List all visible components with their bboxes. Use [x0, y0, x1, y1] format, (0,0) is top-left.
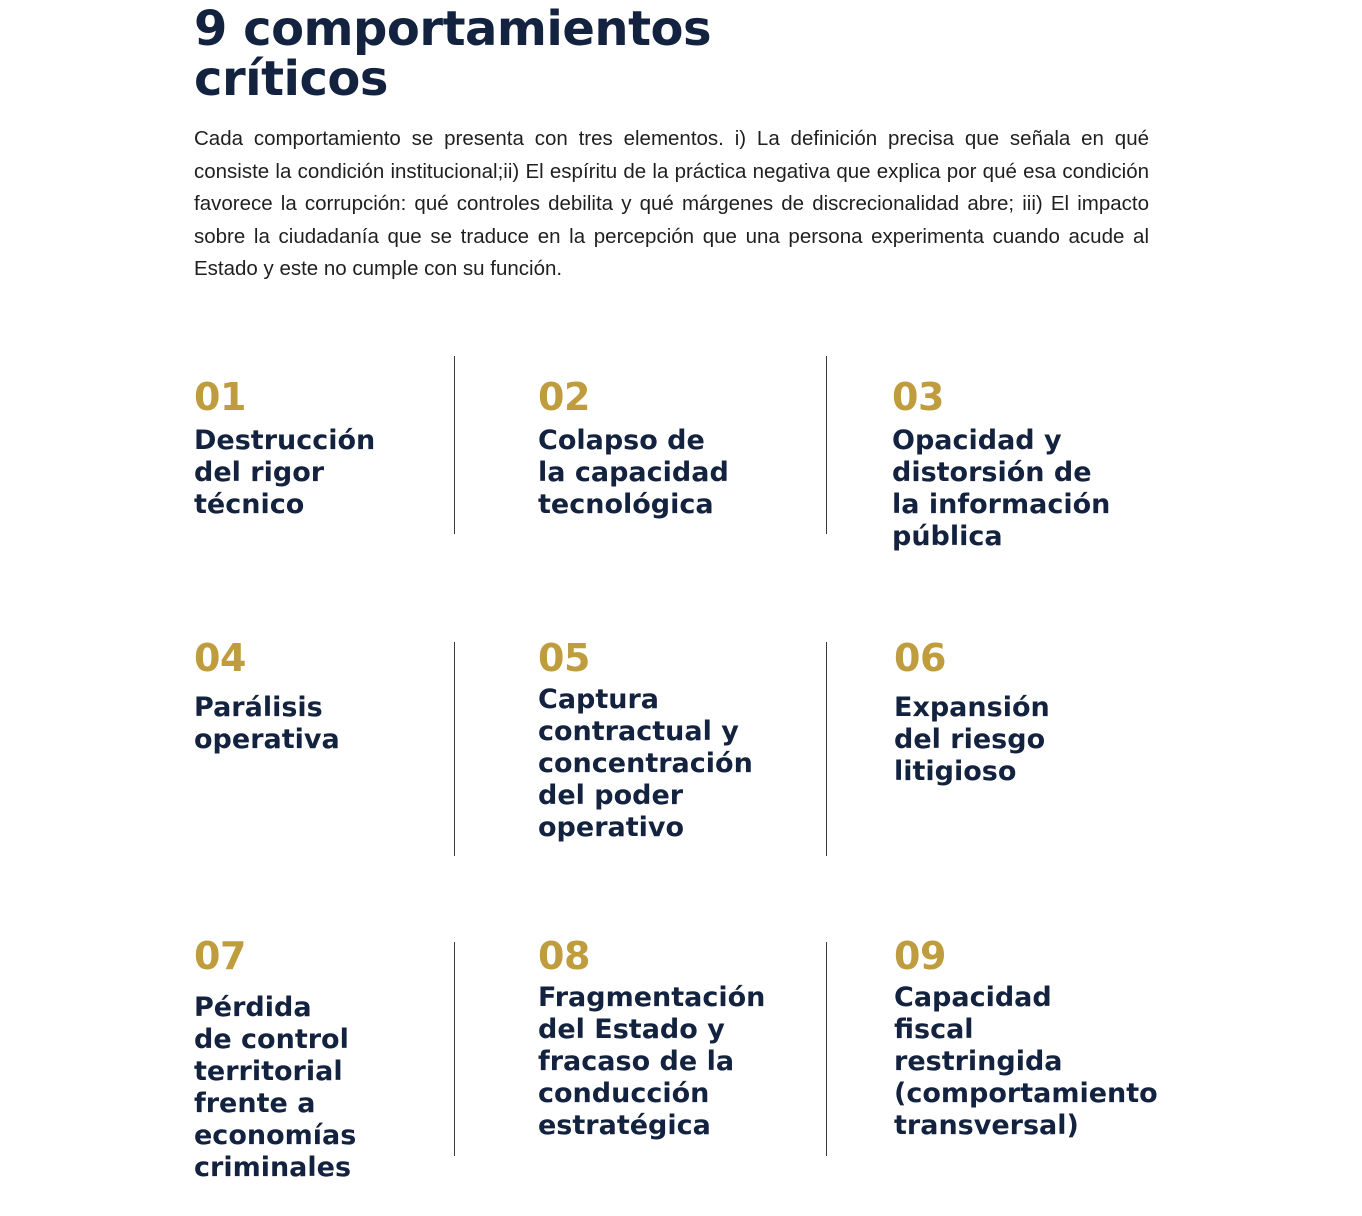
column-divider — [454, 942, 455, 1156]
behavior-number: 01 — [194, 375, 246, 419]
behavior-number: 07 — [194, 934, 246, 978]
column-divider — [826, 356, 827, 534]
behavior-number: 04 — [194, 636, 246, 680]
behavior-title: Pérdida de control territorial frente a economías criminales — [194, 992, 357, 1183]
column-divider — [826, 642, 827, 856]
page-title: 9 comportamientos críticos — [194, 1, 712, 107]
behavior-number: 08 — [538, 934, 590, 978]
behavior-title: Destrucción del rigor técnico — [194, 425, 376, 520]
behavior-item-01 — [194, 377, 444, 521]
behavior-item-08 — [538, 936, 818, 1142]
behavior-item-04 — [194, 638, 444, 756]
behavior-number: 06 — [894, 636, 946, 680]
behavior-title: Expansión del riesgo litigioso — [894, 692, 1050, 787]
behavior-title: Fragmentación del Estado y fracaso de la conducción estratégica — [538, 982, 766, 1141]
behavior-number: 05 — [538, 636, 590, 680]
behavior-number: 09 — [894, 934, 946, 978]
behavior-number: 03 — [892, 375, 944, 419]
behavior-title: Captura contractual y concentración del poder operativo — [538, 684, 753, 843]
intro-paragraph: Cada comportamiento se presenta con tres elementos. i) La definición precisa que señala en qué consiste la condición institucional;ii) El espíritu de la práctica negativa que explica por qué esa condición favorece la corrupción: qué controles debilita y qué márgenes de discrecionalidad abre; iii) El impacto sobre la ciudadanía que se traduce en la percepción que una persona experimenta cuando acude al Estado y este no cumple con su función. — [194, 127, 1149, 280]
column-divider — [826, 942, 827, 1156]
behavior-item-03 — [892, 377, 1192, 553]
column-divider — [454, 356, 455, 534]
behavior-title: Colapso de la capacidad tecnológica — [538, 425, 729, 520]
behavior-number: 02 — [538, 375, 590, 419]
behavior-item-02 — [538, 377, 818, 521]
behavior-item-07 — [194, 936, 444, 1184]
behavior-item-06 — [894, 638, 1194, 788]
behavior-title: Capacidad fiscal restringida (comportamiento transversal) — [894, 982, 1158, 1141]
behavior-item-09 — [894, 936, 1194, 1142]
behavior-title: Parálisis operativa — [194, 692, 340, 755]
behavior-title: Opacidad y distorsión de la información pública — [892, 425, 1111, 552]
behavior-item-05 — [538, 638, 818, 844]
column-divider — [454, 642, 455, 856]
